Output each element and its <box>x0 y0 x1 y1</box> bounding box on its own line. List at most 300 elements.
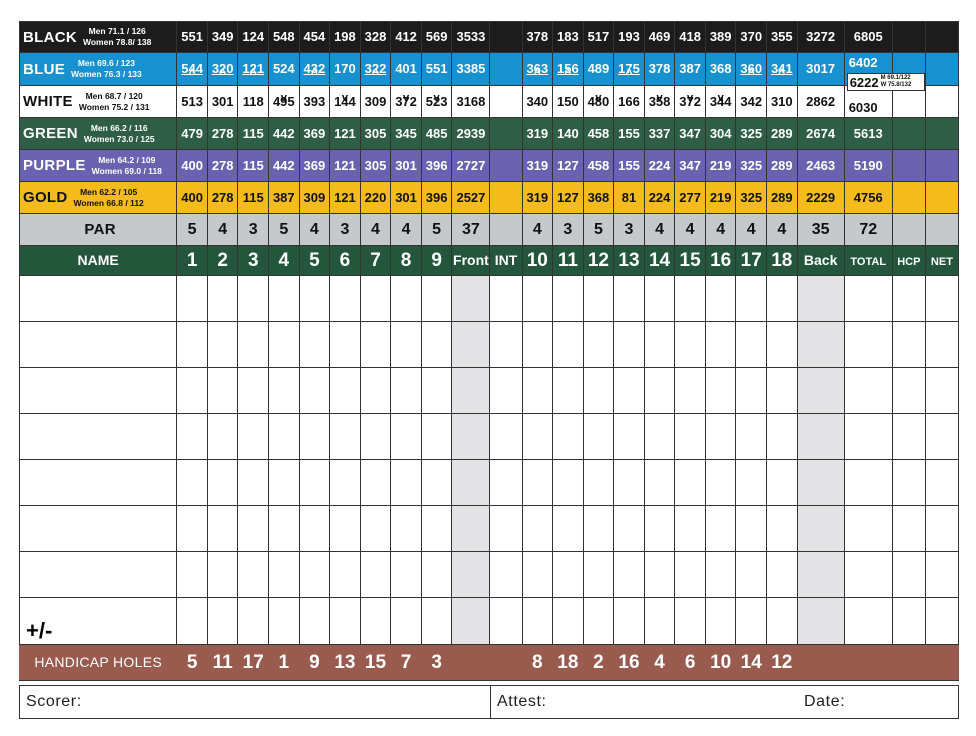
score-cell[interactable] <box>421 460 452 506</box>
back-total-black-value: 3272 <box>806 29 836 44</box>
score-cell[interactable] <box>177 598 208 645</box>
score-cell[interactable] <box>522 322 553 368</box>
front-score-cell[interactable] <box>452 322 490 368</box>
score-cell[interactable] <box>330 460 361 506</box>
score-cell[interactable] <box>207 598 238 645</box>
score-cell[interactable] <box>736 276 767 322</box>
score-cell[interactable] <box>522 414 553 460</box>
yardage-blue-hole-15-value: 387 <box>679 61 701 76</box>
score-cell[interactable] <box>269 506 300 552</box>
score-cell[interactable] <box>391 414 422 460</box>
score-cell[interactable] <box>299 552 330 598</box>
handicap-hole-13 <box>614 645 645 681</box>
yardage-black-hole-5-value: 454 <box>303 29 326 44</box>
score-cell[interactable] <box>675 506 706 552</box>
score-cell[interactable] <box>644 506 675 552</box>
score-cell[interactable] <box>207 460 238 506</box>
score-cell[interactable] <box>360 506 391 552</box>
handicap-hole-17 <box>736 645 767 681</box>
score-cell[interactable] <box>553 276 584 322</box>
score-cell[interactable] <box>705 414 736 460</box>
score-cell[interactable] <box>675 414 706 460</box>
yardage-purple-hole-5 <box>299 150 330 182</box>
total-score-cell[interactable] <box>844 322 892 368</box>
score-cell[interactable] <box>330 276 361 322</box>
score-cell[interactable] <box>177 368 208 414</box>
yardage-purple-hole-12-value: 458 <box>587 157 610 173</box>
yardage-white-hole-14-value: v 358 <box>649 94 671 109</box>
handicap-hole-4 <box>269 645 300 681</box>
score-cell[interactable] <box>177 460 208 506</box>
score-cell[interactable] <box>767 460 798 506</box>
score-cell[interactable] <box>705 552 736 598</box>
par-hole-18 <box>767 214 798 246</box>
date-field[interactable] <box>798 686 958 718</box>
score-cell[interactable] <box>614 598 645 645</box>
net-score-cell[interactable] <box>925 598 958 645</box>
back-total-green <box>797 118 844 150</box>
score-cell[interactable] <box>299 506 330 552</box>
hcp-green <box>892 118 925 150</box>
score-cell[interactable] <box>238 598 269 645</box>
score-cell[interactable] <box>299 598 330 645</box>
score-cell[interactable] <box>644 552 675 598</box>
score-cell[interactable] <box>614 322 645 368</box>
score-cell[interactable] <box>391 322 422 368</box>
score-cell[interactable] <box>583 414 614 460</box>
score-cell[interactable] <box>299 322 330 368</box>
yardage-green-hole-15 <box>675 118 706 150</box>
int-score-cell[interactable] <box>490 322 522 368</box>
score-cell[interactable] <box>360 598 391 645</box>
player-row <box>20 368 959 414</box>
score-cell[interactable] <box>583 506 614 552</box>
total-score-cell[interactable] <box>844 368 892 414</box>
score-cell[interactable] <box>360 460 391 506</box>
score-cell[interactable] <box>675 368 706 414</box>
player-name-cell[interactable] <box>20 460 177 506</box>
yardage-blue-hole-18-value: ^ 341 <box>771 61 793 76</box>
front-score-cell[interactable] <box>452 276 490 322</box>
par-label: PAR <box>84 220 116 238</box>
hole-17-header-value: 17 <box>740 249 762 271</box>
int-score-cell[interactable] <box>490 276 522 322</box>
score-cell[interactable] <box>736 598 767 645</box>
score-cell[interactable] <box>614 552 645 598</box>
score-cell[interactable] <box>522 460 553 506</box>
score-cell[interactable] <box>553 414 584 460</box>
yardage-blue-hole-17-value: ^ 360 <box>740 61 762 76</box>
yardage-white-hole-12 <box>583 86 614 118</box>
score-cell[interactable] <box>360 368 391 414</box>
yardage-purple-hole-16 <box>705 150 736 182</box>
score-cell[interactable] <box>177 414 208 460</box>
score-cell[interactable] <box>391 598 422 645</box>
score-cell[interactable] <box>299 460 330 506</box>
score-cell[interactable] <box>644 276 675 322</box>
yardage-black-hole-3-value: 124 <box>242 29 265 44</box>
player-name-cell[interactable] <box>20 552 177 598</box>
net-score-cell[interactable] <box>925 276 958 322</box>
net-score-cell[interactable] <box>925 414 958 460</box>
player-row <box>20 322 959 368</box>
score-cell[interactable] <box>675 552 706 598</box>
yardage-green-hole-3 <box>238 118 269 150</box>
score-cell[interactable] <box>360 414 391 460</box>
total-header-value: TOTAL <box>850 255 887 268</box>
front-score-cell[interactable] <box>452 506 490 552</box>
tee-name-gold <box>20 182 177 214</box>
score-cell[interactable] <box>705 276 736 322</box>
yardage-green-hole-13 <box>614 118 645 150</box>
yardage-gold-hole-5-value: 309 <box>303 189 326 205</box>
score-cell[interactable] <box>207 322 238 368</box>
hole-17-header <box>736 246 767 276</box>
score-cell[interactable] <box>299 414 330 460</box>
player-name-cell[interactable] <box>20 276 177 322</box>
score-cell[interactable] <box>391 460 422 506</box>
score-cell[interactable] <box>583 276 614 322</box>
hole-5-header-value: 5 <box>309 249 320 271</box>
score-cell[interactable] <box>614 460 645 506</box>
combo-men: M 69.1/122 <box>880 75 911 81</box>
score-cell[interactable] <box>644 598 675 645</box>
yardage-black-hole-1 <box>177 22 208 53</box>
score-cell[interactable] <box>614 414 645 460</box>
front-score-cell[interactable] <box>452 598 490 645</box>
par-hcp <box>892 214 925 246</box>
score-cell[interactable] <box>421 598 452 645</box>
score-cell[interactable] <box>391 552 422 598</box>
handicap-hole-7 <box>360 645 391 681</box>
score-cell[interactable] <box>767 322 798 368</box>
score-cell[interactable] <box>177 322 208 368</box>
score-cell[interactable] <box>522 598 553 645</box>
yardage-gold-hole-9 <box>421 182 452 214</box>
par-hole-5 <box>299 214 330 246</box>
par-front <box>452 214 490 246</box>
score-cell[interactable] <box>207 414 238 460</box>
handicap-hole-7-value: 15 <box>364 651 387 673</box>
score-cell[interactable] <box>767 368 798 414</box>
back-score-cell[interactable] <box>797 598 844 645</box>
hole-11-header-value: 11 <box>557 249 578 271</box>
int-score-cell[interactable] <box>490 368 522 414</box>
yardage-purple-hole-11 <box>553 150 584 182</box>
handicap-hole-2 <box>207 645 238 681</box>
hcp-score-cell[interactable] <box>892 322 925 368</box>
handicap-row <box>20 645 959 681</box>
score-cell[interactable] <box>207 368 238 414</box>
yardage-green-hole-7 <box>360 118 391 150</box>
men-rating: Men 68.7 / 120 <box>85 90 143 101</box>
yardage-gold-hole-11-value: 127 <box>557 189 579 205</box>
par-hole-3-value: 3 <box>248 220 258 238</box>
score-cell[interactable] <box>614 506 645 552</box>
yardage-green-hole-4-value: 442 <box>272 125 295 141</box>
score-cell[interactable] <box>238 322 269 368</box>
handicap-hole-11-value: 18 <box>557 651 579 673</box>
yardage-gold-hole-6-value: 121 <box>334 189 356 205</box>
score-cell[interactable] <box>421 368 452 414</box>
yardage-green-hole-14-value: 337 <box>648 125 671 141</box>
yardage-black-hole-15-value: 418 <box>679 29 701 44</box>
player-name-cell[interactable] <box>20 506 177 552</box>
tee-name-black <box>20 22 177 53</box>
handicap-hole-1-value: 5 <box>186 651 198 673</box>
score-cell[interactable] <box>421 414 452 460</box>
par-hole-17-value: 4 <box>746 220 756 238</box>
tee-ratings <box>68 187 144 209</box>
score-cell[interactable] <box>360 552 391 598</box>
score-cell[interactable] <box>238 368 269 414</box>
score-cell[interactable] <box>675 322 706 368</box>
par-hole-10 <box>522 214 553 246</box>
handicap-hole-10 <box>522 645 553 681</box>
back-total-gold-value: 2229 <box>806 189 836 205</box>
int-score-cell[interactable] <box>490 598 522 645</box>
score-cell[interactable] <box>522 276 553 322</box>
yardage-purple-hole-7 <box>360 150 391 182</box>
score-cell[interactable] <box>583 368 614 414</box>
score-cell[interactable] <box>767 598 798 645</box>
hole-6-header <box>330 246 361 276</box>
score-cell[interactable] <box>421 322 452 368</box>
score-cell[interactable] <box>705 368 736 414</box>
score-cell[interactable] <box>299 276 330 322</box>
score-cell[interactable] <box>583 598 614 645</box>
net-white <box>925 86 958 118</box>
yardage-white-hole-15-value: v 372 <box>679 94 701 109</box>
women-rating: Women 66.8 / 112 <box>73 197 144 208</box>
score-cell[interactable] <box>644 368 675 414</box>
score-cell[interactable] <box>238 414 269 460</box>
score-cell[interactable] <box>177 506 208 552</box>
hcp-score-cell[interactable] <box>892 552 925 598</box>
score-cell[interactable] <box>767 506 798 552</box>
score-cell[interactable] <box>238 552 269 598</box>
total-score-cell[interactable] <box>844 460 892 506</box>
score-cell[interactable] <box>391 368 422 414</box>
int-score-cell[interactable] <box>490 506 522 552</box>
int-score-cell[interactable] <box>490 414 522 460</box>
yardage-purple-hole-16-value: 219 <box>709 157 732 173</box>
score-cell[interactable] <box>330 598 361 645</box>
score-cell[interactable] <box>269 598 300 645</box>
score-cell[interactable] <box>421 506 452 552</box>
yardage-gold-hole-13 <box>614 182 645 214</box>
yardage-blue-hole-2 <box>207 53 238 86</box>
score-cell[interactable] <box>736 506 767 552</box>
plus-minus-label-value: +/- <box>26 618 53 643</box>
score-cell[interactable] <box>553 322 584 368</box>
score-cell[interactable] <box>330 552 361 598</box>
score-cell[interactable] <box>705 460 736 506</box>
score-cell[interactable] <box>583 552 614 598</box>
score-cell[interactable] <box>767 414 798 460</box>
back-score-cell[interactable] <box>797 368 844 414</box>
score-cell[interactable] <box>614 368 645 414</box>
hcp-score-cell[interactable] <box>892 276 925 322</box>
front-score-cell[interactable] <box>452 368 490 414</box>
net-score-cell[interactable] <box>925 460 958 506</box>
total-score-cell[interactable] <box>844 414 892 460</box>
score-cell[interactable] <box>583 322 614 368</box>
score-cell[interactable] <box>299 368 330 414</box>
yardage-white-hole-12-value: v 480 <box>588 94 610 109</box>
player-name-cell[interactable] <box>20 414 177 460</box>
handicap-hole-13-value: 16 <box>618 651 640 673</box>
score-cell[interactable] <box>238 460 269 506</box>
back-score-cell[interactable] <box>797 414 844 460</box>
score-cell[interactable] <box>330 414 361 460</box>
net-score-cell[interactable] <box>925 322 958 368</box>
score-cell[interactable] <box>522 552 553 598</box>
yardage-black-hole-15 <box>675 22 706 53</box>
player-name-cell[interactable] <box>20 368 177 414</box>
score-cell[interactable] <box>736 414 767 460</box>
yardage-green-hole-5-value: 369 <box>303 125 326 141</box>
back-score-cell[interactable] <box>797 506 844 552</box>
par-label-cell <box>20 214 177 246</box>
men-rating: Men 71.1 / 126 <box>88 26 146 36</box>
yardage-purple-hole-6-value: 121 <box>334 157 356 173</box>
hcp-score-cell[interactable] <box>892 414 925 460</box>
yardage-white-hole-11 <box>553 86 584 118</box>
score-cell[interactable] <box>736 552 767 598</box>
score-cell[interactable] <box>269 368 300 414</box>
score-cell[interactable] <box>421 276 452 322</box>
score-cell[interactable] <box>421 552 452 598</box>
tee-label: WHITE <box>23 93 73 110</box>
score-cell[interactable] <box>391 506 422 552</box>
score-cell[interactable] <box>207 552 238 598</box>
score-cell[interactable] <box>269 552 300 598</box>
player-row <box>20 506 959 552</box>
par-hole-6-value: 3 <box>340 220 350 238</box>
yardage-gold-hole-14-value: 224 <box>648 189 671 205</box>
handicap-hcp <box>892 645 925 681</box>
score-cell[interactable] <box>522 506 553 552</box>
yardage-green-hole-18 <box>767 118 798 150</box>
score-cell[interactable] <box>330 506 361 552</box>
score-cell[interactable] <box>269 414 300 460</box>
yardage-white-hole-17-value: 342 <box>740 93 763 109</box>
front-score-cell[interactable] <box>452 460 490 506</box>
score-cell[interactable] <box>553 506 584 552</box>
score-cell[interactable] <box>522 368 553 414</box>
score-cell[interactable] <box>207 276 238 322</box>
yardage-white-hole-9-value: v 523 <box>426 94 448 109</box>
yardage-black-hole-9 <box>421 22 452 53</box>
score-cell[interactable] <box>177 276 208 322</box>
total-score-cell[interactable] <box>844 276 892 322</box>
score-cell[interactable] <box>391 276 422 322</box>
score-cell[interactable] <box>330 368 361 414</box>
score-cell[interactable] <box>553 598 584 645</box>
yardage-purple-hole-14-value: 224 <box>648 157 671 173</box>
yardage-gold-hole-4 <box>269 182 300 214</box>
hcp-score-cell[interactable] <box>892 598 925 645</box>
score-cell[interactable] <box>736 368 767 414</box>
back-score-cell[interactable] <box>797 552 844 598</box>
handicap-hole-16-value: 10 <box>710 651 732 673</box>
score-cell[interactable] <box>553 552 584 598</box>
score-cell[interactable] <box>269 276 300 322</box>
total-score-cell[interactable] <box>844 506 892 552</box>
scorer-field[interactable] <box>20 686 491 718</box>
score-cell[interactable] <box>705 322 736 368</box>
score-cell[interactable] <box>360 276 391 322</box>
handicap-label <box>20 645 177 681</box>
score-cell[interactable] <box>736 460 767 506</box>
hcp-score-cell[interactable] <box>892 460 925 506</box>
tee-label: BLACK <box>23 28 77 46</box>
back-score-cell[interactable] <box>797 460 844 506</box>
net-score-cell[interactable] <box>925 506 958 552</box>
score-cell[interactable] <box>238 276 269 322</box>
handicap-hole-16 <box>705 645 736 681</box>
score-cell[interactable] <box>767 276 798 322</box>
score-cell[interactable] <box>675 276 706 322</box>
score-cell[interactable] <box>583 460 614 506</box>
score-cell[interactable] <box>553 368 584 414</box>
score-cell[interactable] <box>614 276 645 322</box>
int-score-cell[interactable] <box>490 460 522 506</box>
score-cell[interactable] <box>207 506 238 552</box>
score-cell[interactable] <box>705 506 736 552</box>
int-score-cell[interactable] <box>490 552 522 598</box>
score-cell[interactable] <box>644 414 675 460</box>
handicap-hole-3-value: 17 <box>242 651 264 673</box>
player-name-cell[interactable] <box>20 322 177 368</box>
score-cell[interactable] <box>269 460 300 506</box>
back-score-cell[interactable] <box>797 322 844 368</box>
hcp-score-cell[interactable] <box>892 506 925 552</box>
net-gold <box>925 182 958 214</box>
score-cell[interactable] <box>736 322 767 368</box>
score-cell[interactable] <box>705 598 736 645</box>
score-cell[interactable] <box>675 460 706 506</box>
yardage-white-hole-14 <box>644 86 675 118</box>
score-cell[interactable] <box>644 322 675 368</box>
score-cell[interactable] <box>553 460 584 506</box>
hcp-score-cell[interactable] <box>892 368 925 414</box>
score-cell[interactable] <box>177 552 208 598</box>
yardage-blue-hole-16 <box>705 53 736 86</box>
score-cell[interactable] <box>238 506 269 552</box>
score-cell[interactable] <box>675 598 706 645</box>
score-cell[interactable] <box>360 322 391 368</box>
tee-name-blue <box>20 53 177 86</box>
score-cell[interactable] <box>269 322 300 368</box>
attest-field[interactable] <box>491 686 798 718</box>
front-score-cell[interactable] <box>452 552 490 598</box>
yardage-green-hole-11 <box>553 118 584 150</box>
hole-1-header-value: 1 <box>186 249 198 271</box>
score-cell[interactable] <box>644 460 675 506</box>
total-score-cell[interactable] <box>844 552 892 598</box>
score-cell[interactable] <box>330 322 361 368</box>
yardage-black-hole-3 <box>238 22 269 53</box>
net-score-cell[interactable] <box>925 368 958 414</box>
back-score-cell[interactable] <box>797 276 844 322</box>
score-cell[interactable] <box>767 552 798 598</box>
total-score-cell[interactable] <box>844 598 892 645</box>
net-score-cell[interactable] <box>925 552 958 598</box>
front-score-cell[interactable] <box>452 414 490 460</box>
yardage-purple-hole-17-value: 325 <box>740 157 763 173</box>
